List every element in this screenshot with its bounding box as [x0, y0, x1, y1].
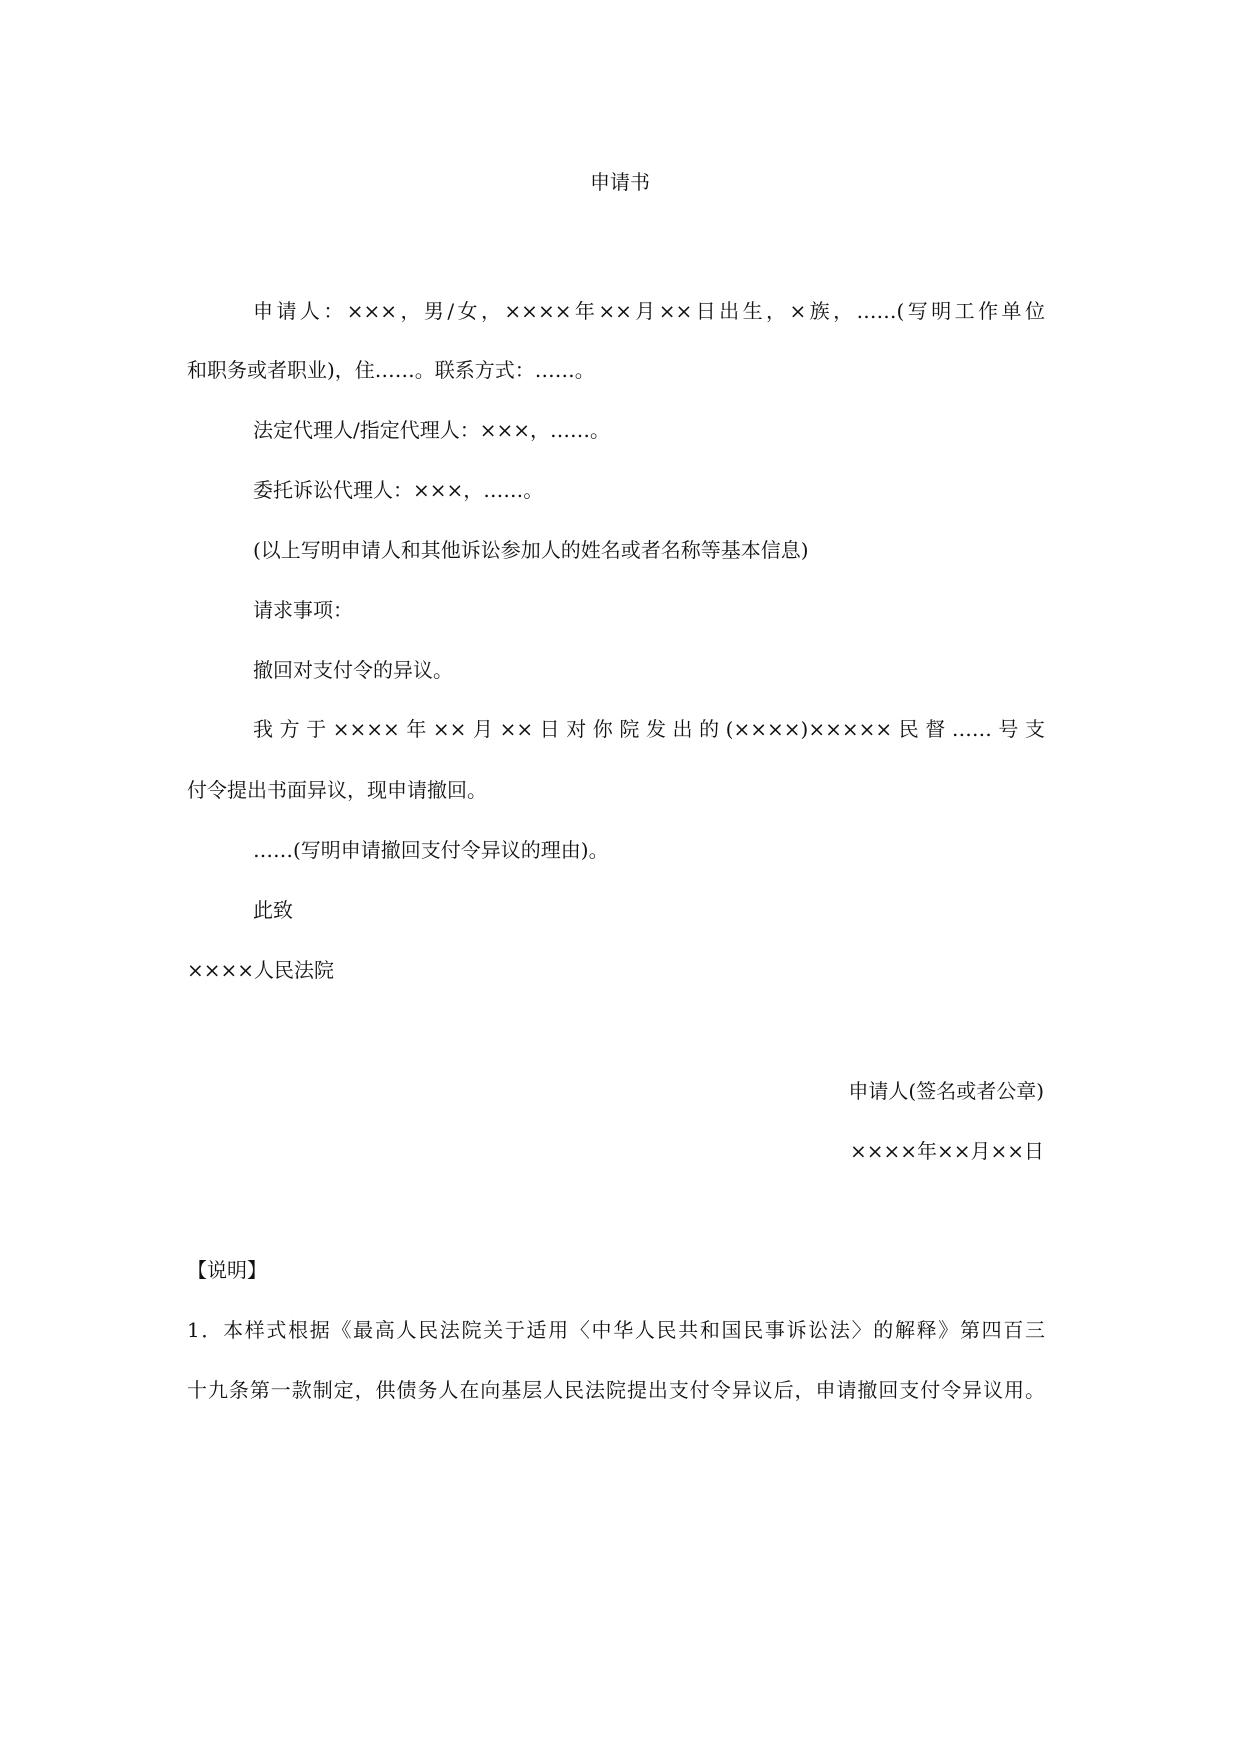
note-1-line-1: 1．本样式根据《最高人民法院关于适用〈中华人民共和国民事诉讼法〉的解释》第四百三: [187, 1318, 1045, 1342]
salutation-line: 此致: [253, 898, 293, 922]
note-1-line-2: 十九条第一款制定，供债务人在向基层人民法院提出支付令异议后，申请撤回支付令异议用。: [187, 1378, 1045, 1402]
legal-agent-line: 法定代理人/指定代理人：×××，……。: [253, 418, 611, 442]
notes-heading: 【说明】: [187, 1258, 267, 1282]
signature-line: 申请人(签名或者公章): [848, 1079, 1044, 1103]
applicant-line-2: 和职务或者职业)，住……。联系方式：……。: [187, 358, 595, 382]
document-title: 申请书: [590, 170, 650, 194]
date-line: ××××年××月××日: [849, 1139, 1044, 1163]
applicant-line-1: 申请人：×××，男/女，××××年××月××日出生，×族，……(写明工作单位: [253, 299, 1045, 323]
request-heading: 请求事项：: [253, 598, 353, 622]
info-note-line: (以上写明申请人和其他诉讼参加人的姓名或者名称等基本信息): [253, 538, 809, 562]
entrusted-agent-line: 委托诉讼代理人：×××，……。: [253, 478, 544, 502]
reason-line: ……(写明申请撤回支付令异议的理由)。: [253, 838, 609, 862]
facts-line-2: 付令提出书面异议，现申请撤回。: [187, 778, 487, 802]
court-line: ××××人民法院: [187, 958, 335, 982]
facts-line-1: 我方于××××年××月××日对你院发出的(××××)×××××民督……号支: [253, 717, 1045, 741]
request-content: 撤回对支付令的异议。: [253, 658, 453, 682]
